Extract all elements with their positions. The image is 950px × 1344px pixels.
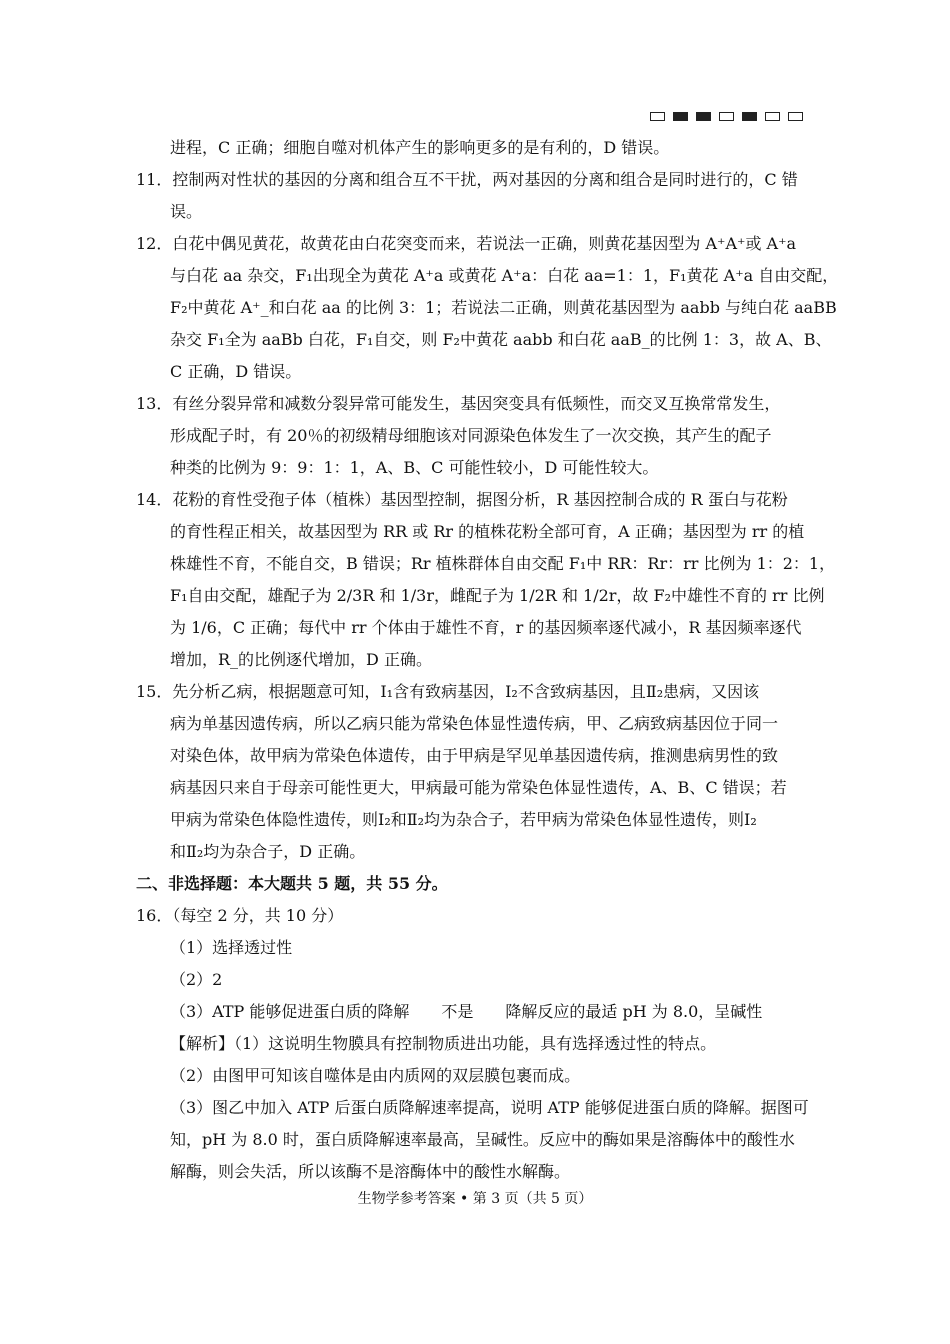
line-12: 14．花粉的育性受孢子体（植株）基因型控制，据图分析，R 基因控制合成的 R 蛋白与花粉 [136,490,788,509]
line-2: 11．控制两对性状的基因的分离和组合互不干扰，两对基因的分离和组合是同时进行的，C 错 [136,170,798,189]
section-heading: 二、非选择题：本大题共 5 题，共 55 分。 [136,874,448,893]
line-13: 的育性程正相关，故基因型为 RR 或 Rr 的植株花粉全部可育，A 正确；基因型为 rr 的植 [170,522,805,541]
line-11: 种类的比例为 9：9：1：1，A、B、C 可能性较小，D 可能性较大。 [170,458,659,477]
line-29: 【解析】（1）这说明生物膜具有控制物质进出功能，具有选择透过性的特点。 [170,1034,717,1053]
line-10: 形成配子时，有 20％的初级精母细胞该对同源染色体发生了一次交换，其产生的配子 [170,426,772,445]
line-16: 为 1/6，C 正确；每代中 rr 个体由于雄性不育，r 的基因频率逐代减小，R 基因频率逐代 [170,618,802,637]
line-31: （3）图乙中加入 ATP 后蛋白质降解速率提高，说明 ATP 能够促进蛋白质的降解。据图可 [170,1098,809,1117]
line-22: 甲病为常染色体隐性遗传，则Ⅰ₂和Ⅱ₂均为杂合子，若甲病为常染色体显性遗传，则Ⅰ₂ [170,810,757,829]
line-18: 15．先分析乙病，根据题意可知，Ⅰ₁含有致病基因，Ⅰ₂不含致病基因，且Ⅱ₂患病，又因该 [136,682,760,701]
page-footer: 生物学参考答案 • 第 3 页（共 5 页） [357,1191,593,1207]
line-8: C 正确，D 错误。 [170,362,302,381]
line-15: F₁自由交配，雄配子为 2/3R 和 1/3r，雌配子为 1/2R 和 1/2r，故 F₂中雄性不育的 rr 比例 [170,586,825,605]
line-17: 增加，R_的比例逐代增加，D 正确。 [170,650,432,669]
line-3: 误。 [170,202,203,221]
line-1: 进程，C 正确；细胞自噬对机体产生的影响更多的是有利的，D 错误。 [170,138,670,157]
line-25: 16．（每空 2 分，共 10 分） [136,906,344,925]
line-9: 13．有丝分裂异常和减数分裂异常可能发生，基因突变具有低频性，而交叉互换常常发生， [136,394,781,413]
line-7: 杂交 F₁全为 aaBb 白花，F₁自交，则 F₂中黄花 aabb 和白花 aaB_的比例 1：3，故 A、B、 [170,330,832,349]
line-4: 12．白花中偶见黄花，故黄花由白花突变而来，若说法一正确，则黄花基因型为 A⁺A⁺或 A⁺a [136,234,797,253]
line-23: 和Ⅱ₂均为杂合子，D 正确。 [170,842,366,861]
line-32: 知，pH 为 8.0 时，蛋白质降解速率最高，呈碱性。反应中的酶如果是溶酶体中的酸性水 [170,1130,795,1149]
line-26: （1）选择透过性 [170,938,293,957]
line-19: 病为单基因遗传病，所以乙病只能为常染色体显性遗传病，甲、乙病致病基因位于同一 [170,714,779,733]
line-20: 对染色体，故甲病为常染色体遗传，由于甲病是罕见单基因遗传病，推测患病男性的致 [170,746,779,765]
line-28: （3）ATP 能够促进蛋白质的降解 不是 降解反应的最适 pH 为 8.0，呈碱性 [170,1002,763,1021]
line-6: F₂中黄花 A⁺_和白花 aa 的比例 3：1；若说法二正确，则黄花基因型为 aabb 与纯白花 aaBB [170,298,837,317]
line-5: 与白花 aa 杂交，F₁出现全为黄花 A⁺a 或黄花 A⁺a：白花 aa=1：1，F₁黄花 A⁺a 自由交配， [170,266,839,285]
line-27: （2）2 [170,970,223,989]
line-21: 病基因只来自于母亲可能性更大，甲病最可能为常染色体显性遗传，A、B、C 错误；若 [170,778,787,797]
line-30: （2）由图甲可知该自噬体是由内质网的双层膜包裹而成。 [170,1066,581,1085]
line-14: 株雄性不育，不能自交，B 错误；Rr 植株群体自由交配 F₁中 RR：Rr：rr 比例为 1：2：1， [170,554,836,573]
line-33: 解酶，则会失活，所以该酶不是溶酶体中的酸性水解酶。 [170,1162,571,1181]
